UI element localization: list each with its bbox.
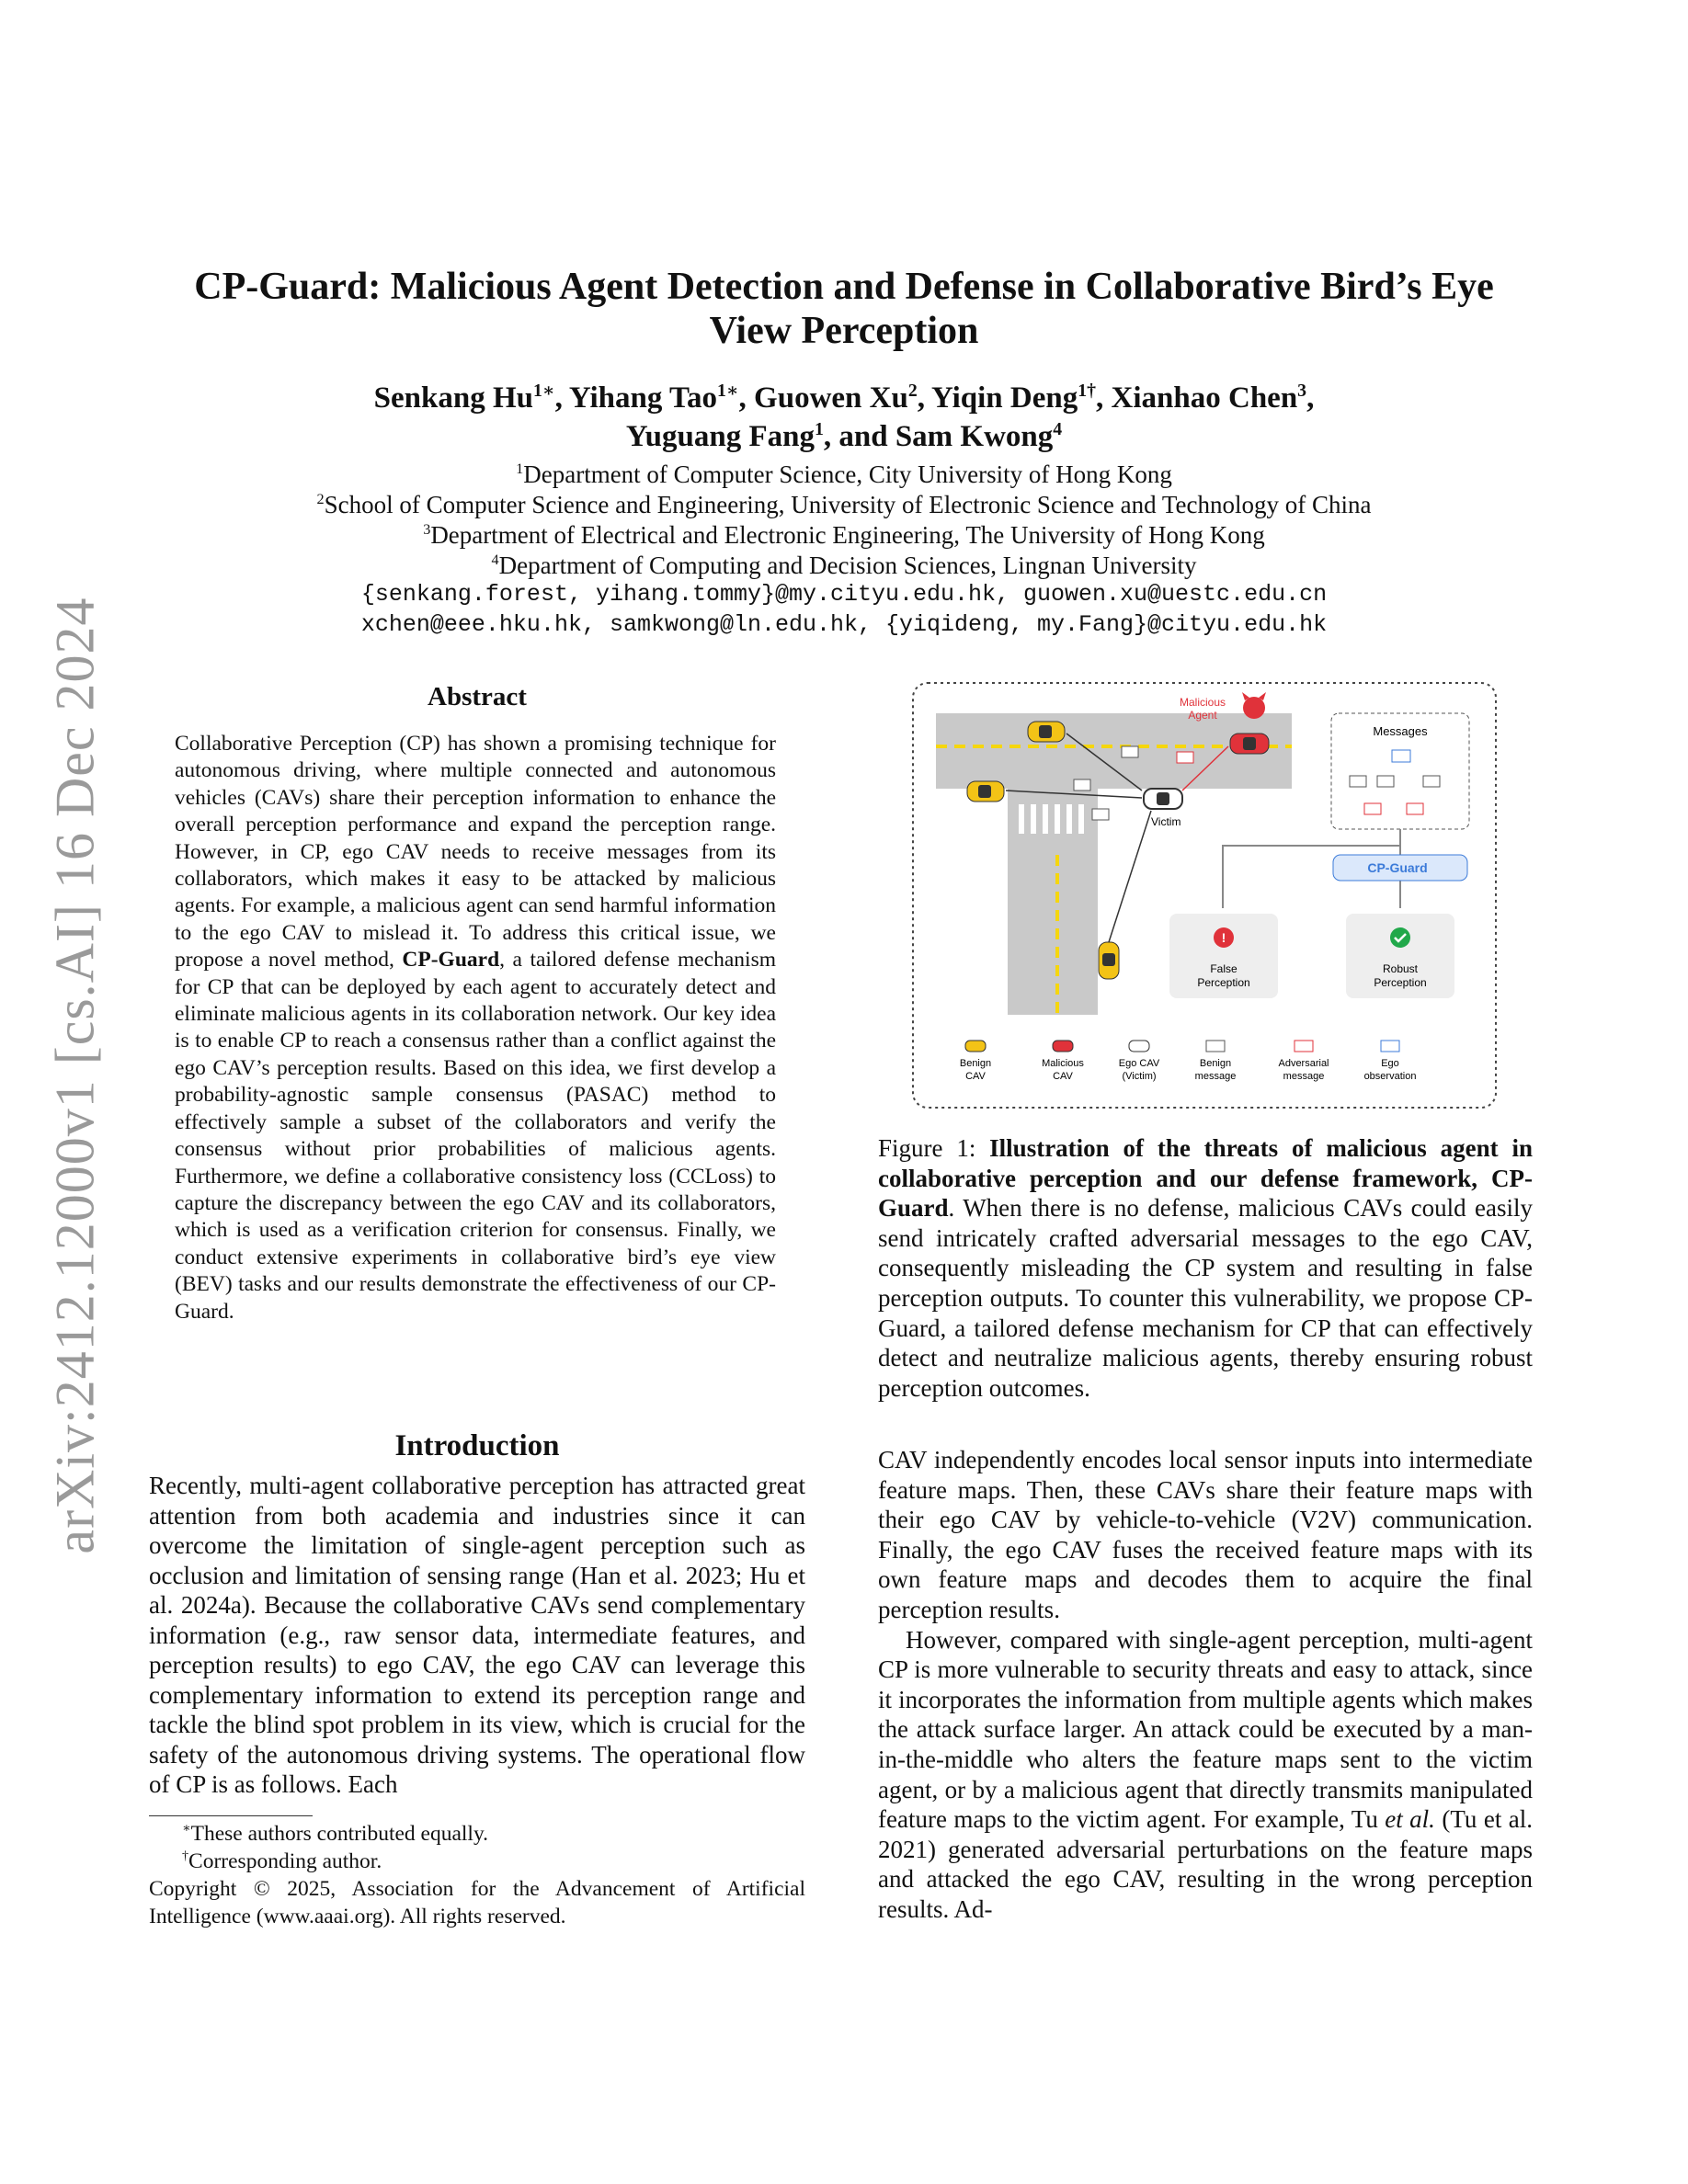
false-perception-label: False Perception: [1197, 962, 1250, 989]
affiliation: [138, 520, 1550, 551]
svg-text:Adversarialmessage: Adversarial message: [1278, 1058, 1329, 1082]
footnote-text: Corresponding author.: [188, 1849, 382, 1873]
affiliation: [138, 551, 1550, 581]
affiliation-sup: 3: [423, 521, 431, 538]
author-name: , Yiqin Deng: [917, 381, 1078, 415]
title-line-1: CP-Guard: Malicious Agent Detection and Defense in Collaborative Bird’s Eye: [194, 266, 1494, 308]
svg-text:Ego CAV(Victim): Ego CAV (Victim): [1118, 1058, 1160, 1082]
abstract-text: , a tailored defense mechanism for CP that can be deployed by each agent to accurately detect and eliminate malicious agents in its collaboration network. Our key idea is to enable CP to reach a consensus rather than a conflict against the ego CAV’s perception results. Based on this idea, we first develop a probability-agnostic sample consensus (PASAC) method to effectively sample a subset of the collaborators and verify the consensus without prior probabilities of malicious agents. Furthermore, we define a collaborative consistency loss (CCLoss) to capture the discrepancy between the ego CAV and its collaborators, which is used as a verification criterion for consensus. Finally, we conduct extensive experiments in collaborative bird’s eye view (BEV) tasks and our results demonstrate the effectiveness of our CP-Guard.: [175, 948, 776, 1324]
footnote-equal-contribution: [149, 1820, 805, 1848]
author-name: , and Sam Kwong: [823, 420, 1054, 453]
abstract-body: [175, 731, 776, 1325]
figure-1-diagram: [910, 680, 1499, 1110]
abstract-heading: Abstract: [428, 682, 527, 711]
warning-mark: !: [1221, 930, 1226, 945]
affiliation-text: School of Computer Science and Engineering, University of Electronic Science and Technology of China: [324, 491, 1372, 518]
introduction-paragraph: Recently, multi-agent collaborative perception has attracted great attention from both academia and industries since it can overcome the limitation of single-agent perception such as occlusion and limitation of sensing range (Han et al. 2023; Hu et al. 2024a). Because the collaborative CAVs send complementary information (e.g., raw sensor data, intermediate features, and perception results) to ego CAV, the ego CAV can leverage this complementary information to extend its perception range and tackle the blind spot problem in its view, which is crucial for the safety of the autonomous driving systems. The operational flow of CP is as follows. Each: [149, 1472, 805, 1798]
author-sup: 3: [1297, 381, 1307, 401]
svg-text:Egoobservation: Ego observation: [1363, 1058, 1417, 1082]
affiliation-sup: 2: [316, 491, 325, 507]
svg-text:MaliciousCAV: Malicious CAV: [1042, 1058, 1084, 1082]
author-line-2: [138, 417, 1550, 456]
author-sup: 2: [907, 381, 918, 401]
messages-envelopes: [1350, 750, 1440, 814]
footnote-text: These authors contributed equally.: [190, 1822, 489, 1846]
benign-car-icon: [967, 781, 1004, 802]
affiliation-text: Department of Computer Science, City University of Hong Kong: [523, 461, 1172, 488]
robust-perception-label: Robust Perception: [1374, 962, 1427, 989]
affiliation-text: Department of Computing and Decision Sciences, Lingnan University: [498, 552, 1197, 579]
figure-1-caption: [878, 1133, 1533, 1403]
email-line[interactable]: xchen@eee.hku.hk, samkwong@ln.edu.hk, {yiqideng, my.Fang}@cityu.edu.hk: [360, 611, 1328, 638]
paragraph: [878, 1625, 1533, 1925]
footnote-corresponding: [149, 1848, 805, 1875]
affiliation-text: Department of Electrical and Electronic Engineering, The University of Hong Kong: [430, 521, 1265, 549]
author-sup: 4: [1053, 419, 1063, 439]
benign-car-icon: [1099, 942, 1119, 979]
caption-text: . When there is no defense, malicious CAVs could easily send intricately crafted adversarial messages to the ego CAV, consequently misleading the CP system and resulting in false perception outputs. To counter this vulnerability, we propose CP-Guard, a tailored defense mechanism for CP that can effectively detect and neutralize malicious agents, thereby ensuring robust perception outcomes.: [878, 1194, 1533, 1402]
footnote-mark: ∗: [182, 1821, 191, 1837]
author-name: , Guowen Xu: [738, 381, 908, 415]
messages-label: Messages: [1373, 724, 1428, 738]
affiliation: [138, 490, 1550, 520]
benign-car-icon: [1028, 722, 1065, 742]
footnotes: [149, 1820, 805, 1930]
paragraph: CAV independently encodes local sensor inputs into intermediate feature maps. Then, these CAVs share their feature maps with their ego CAV by vehicle-to-vehicle (V2V) communication. Finally, the ego CAV fuses the received feature maps with its own feature maps and decodes them to acquire the final perception results.: [878, 1446, 1533, 1623]
devil-icon: [1242, 692, 1266, 719]
cp-guard-label: CP-Guard: [1367, 860, 1428, 875]
footnote-mark: †: [182, 1848, 189, 1864]
author-sup: 1∗: [716, 381, 739, 401]
author-sep: ,: [1306, 381, 1315, 415]
footnote-rule: [149, 1815, 313, 1816]
introduction-heading: Introduction: [394, 1429, 560, 1462]
figure-1: [910, 680, 1499, 1110]
copyright-notice: Copyright © 2025, Association for the Advancement of Artificial Intelligence (www.aaai.org). All rights reserved.: [149, 1877, 805, 1928]
check-icon: [1390, 927, 1410, 948]
affiliation-sup: 4: [491, 552, 499, 568]
abstract-method-name: CP-Guard: [402, 948, 500, 973]
author-sup: 1: [814, 419, 824, 439]
right-column-body: [878, 1445, 1533, 1925]
svg-text:BenignCAV: Benign CAV: [959, 1058, 992, 1082]
paragraph-text: However, compared with single-agent perception, multi-agent CP is more vulnerable to security threats and easy to attack, since it incorporates the information from multiple agents which makes the attack surface larger. An attack could be executed by a man-in-the-middle who alters the feature maps sent to the victim agent, or by a malicious agent that directly transmits manipulated feature maps to the victim agent. For example, Tu: [878, 1625, 1533, 1834]
paragraph-emphasis: et al.: [1385, 1805, 1435, 1834]
malicious-agent-label: Malicious Agent: [1179, 696, 1226, 722]
author-name: , Xianhao Chen: [1096, 381, 1298, 415]
author-name: Yuguang Fang: [625, 420, 815, 453]
affiliations: [138, 460, 1550, 581]
author-sup: 1∗: [533, 381, 555, 401]
abstract-text: Collaborative Perception (CP) has shown a promising technique for autonomous driving, where multiple connected and autonomous vehicles (CAVs) share their perception information to enhance the overall perception performance and expand the perception range. However, in CP, ego CAV needs to receive messages from its collaborators, which makes it easy to be attacked by malicious agents. For example, a malicious agent can send harmful information to the ego CAV to mislead it. To address this critical issue, we propose a novel method,: [175, 732, 776, 973]
email-line[interactable]: {senkang.forest, yihang.tommy}@my.cityu.edu.hk, guowen.xu@uestc.edu.cn: [360, 581, 1328, 608]
author-name: Senkang Hu: [373, 381, 534, 415]
author-line-1: [138, 379, 1550, 417]
arxiv-side-identifier: [44, 597, 106, 1554]
title-line-2: View Perception: [709, 310, 979, 352]
caption-bold: Illustration of the threats of malicious agent in collaborative perception and our defense framework, CP-Guard: [878, 1134, 1533, 1223]
author-name: , Yihang Tao: [554, 381, 717, 415]
paragraph-text: (Tu et al. 2021) generated adversarial perturbations on the feature maps and attacked the ego CAV, resulting in the wrong perception results. Ad-: [878, 1805, 1533, 1923]
email-block: [138, 579, 1550, 640]
victim-label: Victim: [1151, 815, 1181, 828]
victim-car-icon: [1144, 789, 1182, 809]
author-sup: 1†: [1078, 381, 1097, 401]
adversarial-envelope-icon: [1177, 752, 1193, 763]
author-list: [138, 379, 1550, 456]
malicious-car-icon: [1230, 734, 1269, 754]
legend: [960, 1041, 1417, 1082]
affiliation: [138, 460, 1550, 490]
caption-label: Figure 1:: [878, 1134, 990, 1162]
paper-title: [138, 265, 1550, 353]
svg-text:Benignmessage: Benign message: [1194, 1058, 1237, 1082]
affiliation-sup: 1: [516, 461, 524, 477]
arxiv-id-text: arXiv:2412.12000v1 [cs.AI] 16 Dec 2024: [44, 597, 106, 1554]
